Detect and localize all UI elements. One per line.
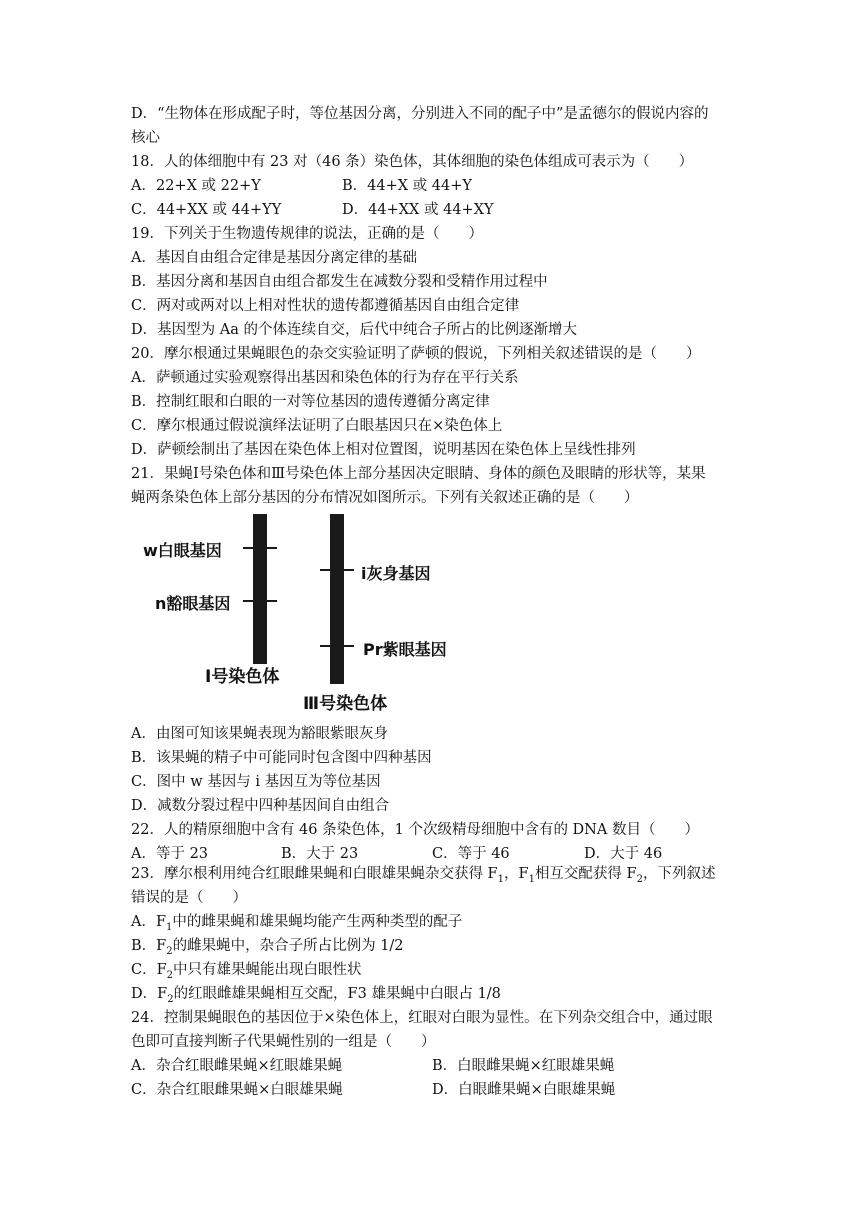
q23-option-b: B．$F_2$的雌果蝇中，杂合子所占比例为 1/2 (131, 938, 404, 957)
q22-options-row (131, 844, 731, 864)
q24-option-a: A．杂合红眼雌果蝇×红眼雄果蝇 (131, 1058, 343, 1074)
q24-option-b: B．白眼雌果蝇×红眼雄果蝇 (432, 1058, 615, 1074)
q23-stem: 23．摩尔根利用纯合红眼雌果蝇和白眼雄果蝇杂交获得 $F_1$，$F_1$相互交配获得 $F_2$，下列叙述 (131, 866, 716, 885)
q18-option-c: C．44+XX 或 44+YY (131, 202, 282, 218)
q20-option-a: A．萨顿通过实验观察得出基因和染色体的行为存在平行关系 (131, 370, 519, 386)
q18-option-b: B．44+X 或 44+Y (342, 178, 472, 194)
q22-option-a: A．等于 23 (131, 846, 209, 862)
q21-option-b: B．该果蝇的精子中可能同时包含图中四种基因 (131, 750, 432, 766)
q24-option-c: C．杂合红眼雌果蝇×白眼雄果蝇 (131, 1082, 343, 1098)
q19-stem: 19．下列关于生物遗传规律的说法，正确的是（ ） (131, 226, 483, 242)
q19-option-d: D．基因型为 Aa 的个体连续自交，后代中纯合子所占的比例逐渐增大 (131, 322, 577, 338)
q18-stem: 18．人的体细胞中有 23 对（46 条）染色体，其体细胞的染色体组成可表示为（ ） (131, 154, 694, 170)
q21-option-a: A．由图可知该果蝇表现为豁眼紫眼灰身 (131, 726, 388, 742)
q18-options-row1 (131, 176, 731, 196)
gene-i-label: i灰身基因 (361, 564, 431, 583)
chromosome-figure (135, 508, 475, 718)
q17-option-d-cont: 核心 (131, 130, 160, 146)
q21-stem: 21．果蝇Ⅰ号染色体和Ⅲ号染色体上部分基因决定眼睛、身体的颜色及眼睛的形状等，某果 (131, 466, 706, 482)
gene-n-label: n豁眼基因 (155, 594, 231, 613)
q23-stem-cont: 错误的是（ ） (131, 890, 247, 906)
q19-option-c: C．两对或两对以上相对性状的遗传都遵循基因自由组合定律 (131, 298, 520, 314)
q20-stem: 20．摩尔根通过果蝇眼色的杂交实验证明了萨顿的假说，下列相关叙述错误的是（ ） (131, 346, 701, 362)
q22-option-d: D．大于 46 (584, 846, 663, 862)
q20-option-c: C．摩尔根通过假说演绎法证明了白眼基因只在×染色体上 (131, 418, 503, 434)
chromosome-1-label: Ⅰ号染色体 (205, 667, 280, 687)
q18-option-d: D．44+XX 或 44+XY (342, 202, 494, 218)
q21-option-c: C．图中 w 基因与 i 基因互为等位基因 (131, 774, 381, 790)
q19-option-a: A．基因自由组合定律是基因分离定律的基础 (131, 250, 417, 266)
q23-option-d: D．$F_2$的红眼雌雄果蝇相互交配，F3 雄果蝇中白眼占 1/8 (131, 986, 501, 1005)
chromosome-1-bar (253, 514, 267, 664)
q18-option-a: A．22+X 或 22+Y (131, 178, 261, 194)
chromosome-3-bar (330, 514, 344, 684)
q18-options-row2 (131, 200, 731, 220)
q24-option-d: D．白眼雌果蝇×白眼雄果蝇 (432, 1082, 616, 1098)
q21-option-d: D．减数分裂过程中四种基因间自由组合 (131, 798, 390, 814)
q23-option-c: C．$F_2$中只有雄果蝇能出现白眼性状 (131, 962, 362, 981)
q24-stem-cont: 色即可直接判断子代果蝇性别的一组是（ ） (131, 1034, 436, 1050)
q21-stem-cont: 蝇两条染色体上部分基因的分布情况如图所示。下列有关叙述正确的是（ ） (131, 490, 639, 506)
chromosome-3-label: Ⅲ号染色体 (303, 694, 388, 714)
q17-option-d: D．“生物体在形成配子时，等位基因分离，分别进入不同的配子中”是孟德尔的假说内容的 (131, 106, 709, 122)
q24-stem: 24．控制果蝇眼色的基因位于×染色体上，红眼对白眼为显性。在下列杂交组合中，通过眼 (131, 1010, 713, 1026)
gene-pr-label: Pr紫眼基因 (363, 640, 447, 659)
q20-option-d: D．萨顿绘制出了基因在染色体上相对位置图，说明基因在染色体上呈线性排列 (131, 442, 636, 458)
q24-options-row1 (131, 1056, 731, 1076)
q22-option-c: C．等于 46 (432, 846, 510, 862)
gene-w-label: w白眼基因 (143, 541, 222, 560)
q19-option-b: B．基因分离和基因自由组合都发生在减数分裂和受精作用过程中 (131, 274, 548, 290)
q24-options-row2 (131, 1080, 731, 1100)
q23-option-a: A．$F_1$中的雌果蝇和雄果蝇均能产生两种类型的配子 (131, 914, 463, 933)
q20-option-b: B．控制红眼和白眼的一对等位基因的遗传遵循分离定律 (131, 394, 490, 410)
q22-option-b: B．大于 23 (281, 846, 359, 862)
q22-stem: 22．人的精原细胞中含有 46 条染色体，1 个次级精母细胞中含有的 DNA 数目（ ） (131, 822, 699, 838)
